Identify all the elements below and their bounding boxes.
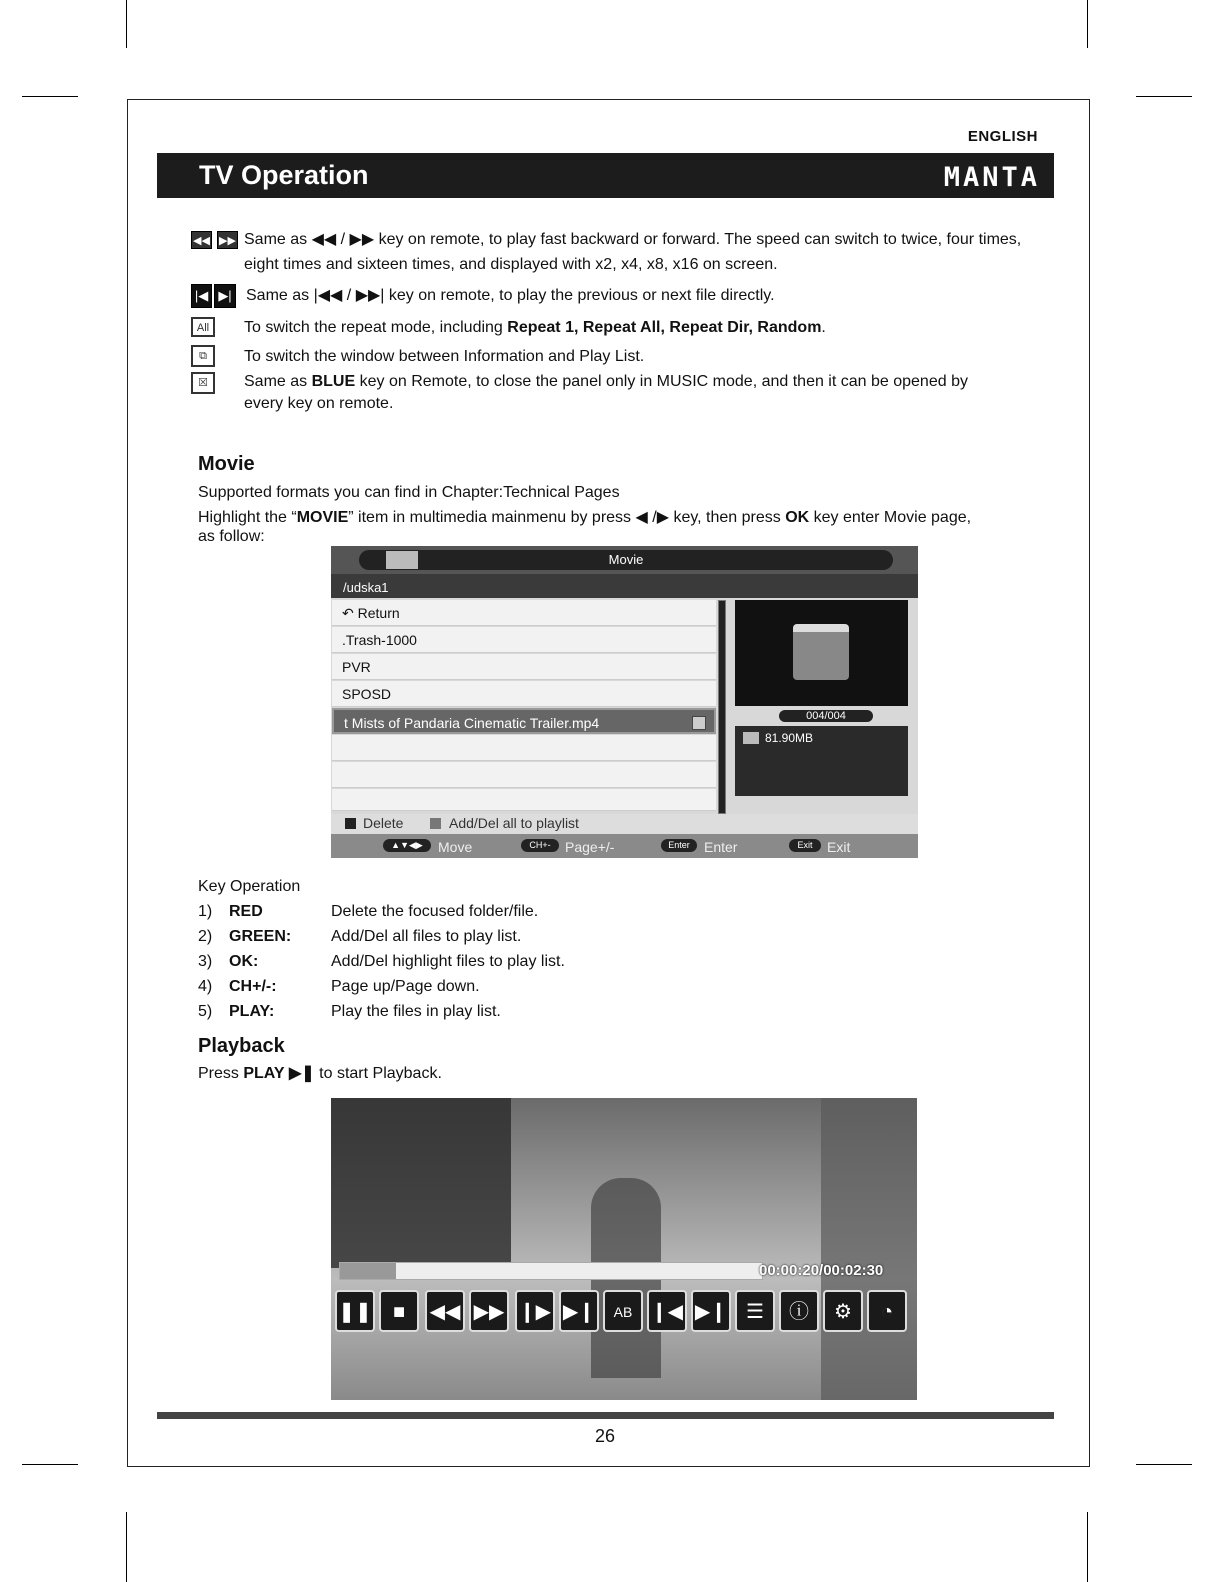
skip-desc: Same as |◀◀ / ▶▶| key on remote, to play the previous or next file directly. <box>246 287 775 304</box>
move-key-icon: ▲▼◀▶ <box>383 839 431 852</box>
movie-heading: Movie <box>198 453 255 475</box>
ok-keyword: OK <box>785 509 810 526</box>
page-number: 26 <box>594 1426 616 1446</box>
repeat-desc: To switch the repeat mode, including Repeat 1, Repeat All, Repeat Dir, Random. <box>244 319 826 336</box>
keyop-key: PLAY: <box>229 1003 275 1020</box>
movie-browser-screenshot <box>331 546 918 858</box>
keyop-desc: Add/Del highlight files to play list. <box>331 953 565 970</box>
file-row[interactable] <box>332 627 716 653</box>
window-switch-icon: ⧉ <box>191 345 215 367</box>
ffwd-desc: Same as ◀◀ / ▶▶ key on remote, to play fast backward or forward. The speed can switch to twice, four times, <box>244 231 1022 248</box>
fast-forward-button[interactable]: ▶▶ <box>469 1290 509 1332</box>
page-title: TV Operation <box>199 160 369 190</box>
blue-key: BLUE <box>311 373 356 390</box>
osd-keybar <box>331 834 918 858</box>
file-counter: 004/004 <box>779 710 873 722</box>
keyop-key: GREEN: <box>229 928 292 945</box>
file-row-empty <box>332 762 716 788</box>
play-keyword: PLAY <box>243 1065 285 1082</box>
crop-mark <box>22 96 78 97</box>
crop-mark <box>126 1512 127 1582</box>
crop-mark <box>1136 96 1192 97</box>
key-exit: Exit <box>827 839 851 855</box>
playlist-button[interactable]: ☰ <box>735 1290 775 1332</box>
file-row-empty <box>332 789 716 811</box>
keyop-heading: Key Operation <box>198 878 301 895</box>
osd-legend <box>331 814 918 834</box>
playback-rest: to start Playback. <box>314 1065 442 1082</box>
language-label: ENGLISH <box>967 128 1038 145</box>
video-frame-dark-left <box>331 1098 511 1268</box>
file-row[interactable] <box>332 654 716 680</box>
slow-forward-button[interactable]: ❙▶ <box>515 1290 555 1332</box>
file-row-label: PVR <box>342 659 371 675</box>
file-row[interactable] <box>332 681 716 707</box>
exit-key-icon: Exit <box>789 839 821 852</box>
legend-add: Add/Del all to playlist <box>449 815 579 831</box>
playback-heading: Playback <box>198 1035 285 1057</box>
window-desc: To switch the window between Information and Play List. <box>244 348 645 365</box>
keyop-key: RED <box>229 903 263 920</box>
progress-bar[interactable] <box>339 1262 763 1280</box>
keyop-num: 2) <box>198 928 213 945</box>
info-button[interactable]: ⓘ <box>779 1290 819 1332</box>
osd-titlebar <box>331 546 918 574</box>
fast-forward-icon: ▶▶ <box>217 231 238 249</box>
highlight-instructions-2: as follow: <box>198 528 265 545</box>
osd-path: /udska1 <box>331 574 918 598</box>
list-icon <box>386 551 418 569</box>
green-key-icon <box>430 818 441 829</box>
close-icon: ☒ <box>191 372 215 394</box>
next-button[interactable]: ▶❙ <box>691 1290 731 1332</box>
keyop-desc: Page up/Page down. <box>331 978 480 995</box>
keyop-desc: Play the files in play list. <box>331 1003 501 1020</box>
close-desc <box>244 371 1034 392</box>
osd-title: Movie <box>359 550 893 570</box>
stop-button[interactable]: ■ <box>379 1290 419 1332</box>
keyop-desc: Add/Del all files to play list. <box>331 928 522 945</box>
rewind-button[interactable]: ◀◀ <box>425 1290 465 1332</box>
file-row-label: .Trash-1000 <box>342 632 417 648</box>
keyop-key: OK: <box>229 953 259 970</box>
keyop-num: 3) <box>198 953 213 970</box>
legend-delete: Delete <box>363 815 404 831</box>
movie-keyword: MOVIE <box>296 509 349 526</box>
keyop-desc: Delete the focused folder/file. <box>331 903 539 920</box>
crop-mark <box>1087 0 1088 48</box>
previous-icon: |◀ <box>191 284 212 308</box>
clapperboard-icon <box>793 624 849 680</box>
key-move: Move <box>438 839 473 855</box>
file-row-return[interactable]: ↶ Return <box>332 600 716 626</box>
keyop-num: 1) <box>198 903 213 920</box>
keyop-key: CH+/-: <box>229 978 277 995</box>
file-row-label: t Mists of Pandaria Cinematic Trailer.mp4 <box>344 715 600 731</box>
keyop-num: 5) <box>198 1003 213 1020</box>
key-page: Page+/- <box>565 839 615 855</box>
checkbox-icon <box>692 716 706 730</box>
progress-fill <box>340 1263 396 1279</box>
brand-logo: MANTA <box>943 162 1040 193</box>
supported-formats: Supported formats you can find in Chapter:Technical Pages <box>198 484 620 501</box>
crop-mark <box>1087 1512 1088 1582</box>
red-key-icon <box>345 818 356 829</box>
close-desc-rest: key on Remote, to close the panel only in MUSIC mode, and then it can be opened by <box>355 373 968 390</box>
file-row-selected[interactable] <box>332 708 716 734</box>
file-info-pane <box>735 726 908 796</box>
highlight-rest: key enter Movie page, <box>809 509 972 526</box>
playback-instruction <box>198 1063 442 1084</box>
crop-mark <box>22 1464 78 1465</box>
highlight-text: Highlight the “ <box>198 509 297 526</box>
play-pause-icon: ▶❚ <box>289 1065 315 1082</box>
repeat-ab-button[interactable]: AB <box>603 1290 643 1332</box>
repeat-desc-text: To switch the repeat mode, including <box>244 319 508 336</box>
footer-bar <box>157 1412 1054 1419</box>
file-size: 81.90MB <box>765 731 814 745</box>
step-forward-button[interactable]: ▶❙ <box>559 1290 599 1332</box>
previous-button[interactable]: ❙◀ <box>647 1290 687 1332</box>
video-frame-right <box>821 1098 917 1400</box>
file-row-empty <box>332 735 716 761</box>
file-row-label: Return <box>357 605 400 621</box>
clock-button[interactable]: ◔ <box>867 1290 907 1332</box>
crop-mark <box>1136 1464 1192 1465</box>
enter-key-icon: Enter <box>661 839 697 852</box>
keyop-num: 4) <box>198 978 213 995</box>
crop-mark <box>126 0 127 48</box>
scrollbar[interactable] <box>718 600 726 814</box>
press-text: Press <box>198 1065 244 1082</box>
highlight-instructions <box>198 507 1028 528</box>
page-key-icon: CH+- <box>521 839 559 852</box>
rewind-icon: ◀◀ <box>191 231 212 249</box>
preview-pane <box>735 600 908 706</box>
file-row-label: SPOSD <box>342 686 392 702</box>
highlight-mid: ” item in multimedia mainmenu by press ◀ /▶ key, then press <box>348 509 786 526</box>
playback-time: 00:00:20/00:02:30 <box>759 1262 884 1279</box>
section-header <box>157 153 1054 198</box>
repeat-icon: All <box>191 317 215 337</box>
file-size-icon <box>743 732 759 744</box>
ffwd-desc-2: eight times and sixteen times, and displayed with x2, x4, x8, x16 on screen. <box>244 256 778 273</box>
settings-button[interactable]: ⚙ <box>823 1290 863 1332</box>
repeat-modes: Repeat 1, Repeat All, Repeat Dir, Random <box>507 319 822 336</box>
pause-button[interactable]: ❚❚ <box>335 1290 375 1332</box>
next-icon: ▶| <box>214 284 236 308</box>
video-playback-screenshot <box>331 1098 917 1400</box>
close-desc-text: Same as <box>244 373 312 390</box>
key-enter: Enter <box>704 839 738 855</box>
close-desc-2: every key on remote. <box>244 395 394 412</box>
